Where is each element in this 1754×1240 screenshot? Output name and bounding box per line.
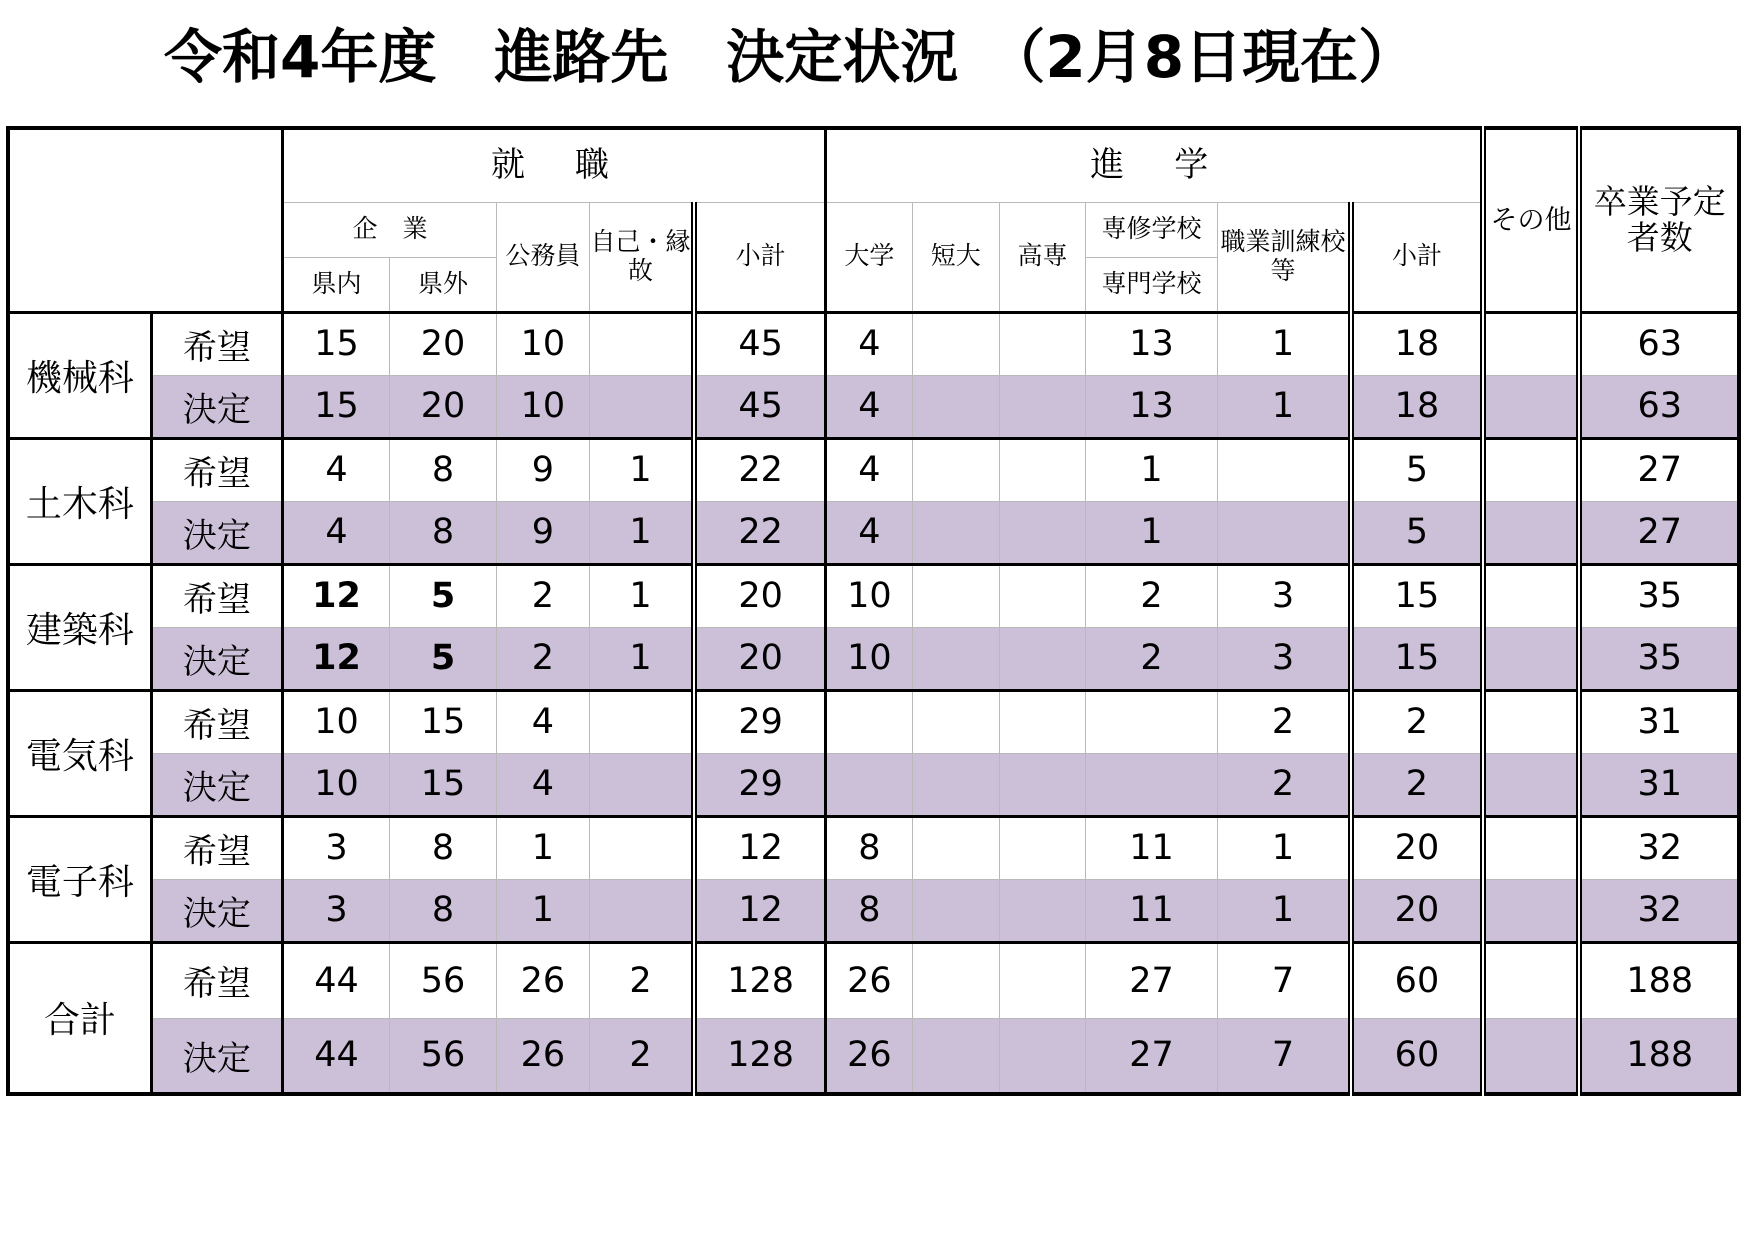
table-cell	[999, 312, 1086, 375]
table-cell: 8	[390, 501, 497, 564]
table-row	[8, 627, 1739, 690]
table-cell	[999, 690, 1086, 753]
table-cell: 44	[283, 1018, 390, 1094]
table-cell: 11	[1086, 816, 1217, 879]
table-cell	[1483, 438, 1580, 501]
table-cell	[589, 753, 694, 816]
page-title: 令和4年度 進路先 決定状況 （2月8日現在）	[164, 23, 1417, 91]
table-cell: 63	[1579, 375, 1739, 438]
header-specialized-school-2: 専門学校	[1086, 257, 1217, 312]
table-cell: 15	[283, 375, 390, 438]
table-cell: 60	[1351, 1018, 1482, 1094]
table-cell: 2	[496, 627, 589, 690]
table-cell: 18	[1351, 375, 1482, 438]
department-name: 合計	[8, 942, 151, 1094]
table-cell: 2	[1086, 627, 1217, 690]
header-subtotal-employment: 小計	[694, 202, 825, 312]
table-row	[8, 879, 1739, 942]
row-kind-label: 希望	[151, 816, 282, 879]
row-kind-label: 希望	[151, 564, 282, 627]
header-out-prefecture: 県外	[390, 257, 497, 312]
header-university: 大学	[826, 202, 913, 312]
table-cell: 7	[1217, 942, 1351, 1018]
table-row	[8, 375, 1739, 438]
table-cell	[912, 942, 999, 1018]
table-cell	[912, 501, 999, 564]
table-cell: 2	[1217, 753, 1351, 816]
row-kind-label: 希望	[151, 312, 282, 375]
row-kind-label: 決定	[151, 627, 282, 690]
table-cell: 56	[390, 942, 497, 1018]
table-cell: 31	[1579, 690, 1739, 753]
header-further-education: 進 学	[826, 128, 1483, 202]
row-kind-label: 希望	[151, 690, 282, 753]
table-cell: 1	[1217, 312, 1351, 375]
table-cell	[1483, 1018, 1580, 1094]
table-cell	[999, 375, 1086, 438]
header-junior-college: 短大	[912, 202, 999, 312]
table-cell	[589, 375, 694, 438]
table-cell: 3	[283, 879, 390, 942]
table-cell: 45	[694, 312, 825, 375]
table-cell	[912, 312, 999, 375]
table-cell: 9	[496, 438, 589, 501]
table-cell: 128	[694, 1018, 825, 1094]
table-cell	[912, 375, 999, 438]
table-cell	[999, 753, 1086, 816]
table-cell: 1	[589, 501, 694, 564]
table-cell	[1086, 690, 1217, 753]
table-cell: 20	[694, 564, 825, 627]
table-cell	[1483, 501, 1580, 564]
table-cell	[589, 879, 694, 942]
table-cell	[999, 942, 1086, 1018]
table-cell: 188	[1579, 942, 1739, 1018]
table-cell	[1483, 375, 1580, 438]
header-company: 企 業	[283, 202, 497, 257]
table-cell: 32	[1579, 816, 1739, 879]
table-cell: 9	[496, 501, 589, 564]
table-cell	[912, 690, 999, 753]
table-cell: 20	[1351, 816, 1482, 879]
table-cell: 35	[1579, 627, 1739, 690]
table-cell: 1	[589, 627, 694, 690]
row-kind-label: 決定	[151, 753, 282, 816]
table-cell: 13	[1086, 375, 1217, 438]
table-cell: 35	[1579, 564, 1739, 627]
table-cell: 2	[589, 942, 694, 1018]
table-row	[8, 816, 1739, 879]
department-name: 土木科	[8, 438, 151, 564]
header-other: その他	[1483, 128, 1580, 312]
table-row	[8, 753, 1739, 816]
table-cell: 26	[826, 1018, 913, 1094]
table-cell: 1	[1217, 375, 1351, 438]
row-kind-label: 決定	[151, 879, 282, 942]
table-cell: 10	[496, 375, 589, 438]
table-cell: 27	[1579, 501, 1739, 564]
table-cell	[999, 564, 1086, 627]
row-kind-label: 決定	[151, 1018, 282, 1094]
table-cell	[912, 438, 999, 501]
table-cell: 4	[826, 312, 913, 375]
career-status-table	[6, 126, 1741, 1096]
table-cell: 27	[1086, 1018, 1217, 1094]
table-cell: 128	[694, 942, 825, 1018]
table-cell: 1	[1217, 816, 1351, 879]
table-cell	[912, 753, 999, 816]
table-cell: 12	[694, 816, 825, 879]
table-cell	[589, 816, 694, 879]
table-cell: 20	[390, 375, 497, 438]
table-cell: 22	[694, 501, 825, 564]
header-employment: 就 職	[283, 128, 826, 202]
table-cell: 45	[694, 375, 825, 438]
table-cell	[912, 879, 999, 942]
table-cell: 2	[589, 1018, 694, 1094]
table-cell: 22	[694, 438, 825, 501]
table-cell: 27	[1086, 942, 1217, 1018]
table-cell	[1483, 627, 1580, 690]
table-cell: 4	[283, 501, 390, 564]
table-row	[8, 312, 1739, 375]
table-cell	[826, 753, 913, 816]
table-cell: 20	[390, 312, 497, 375]
table-cell: 29	[694, 753, 825, 816]
table-row	[8, 1018, 1739, 1094]
table-cell: 3	[283, 816, 390, 879]
table-cell	[1483, 879, 1580, 942]
row-kind-label: 決定	[151, 375, 282, 438]
row-kind-label: 決定	[151, 501, 282, 564]
table-cell: 15	[390, 690, 497, 753]
table-cell: 4	[826, 438, 913, 501]
table-cell: 8	[826, 879, 913, 942]
table-cell: 5	[1351, 438, 1482, 501]
table-cell: 26	[826, 942, 913, 1018]
table-cell: 2	[496, 564, 589, 627]
table-cell: 13	[1086, 312, 1217, 375]
table-cell: 4	[826, 375, 913, 438]
table-cell	[826, 690, 913, 753]
table-cell: 1	[589, 564, 694, 627]
table-cell: 7	[1217, 1018, 1351, 1094]
header-self-connection: 自己・縁故	[589, 202, 694, 312]
header-vocational-training: 職業訓練校等	[1217, 202, 1351, 312]
table-cell: 1	[589, 438, 694, 501]
table-cell: 10	[496, 312, 589, 375]
table-cell: 3	[1217, 564, 1351, 627]
table-cell	[1483, 564, 1580, 627]
table-cell: 60	[1351, 942, 1482, 1018]
table-row	[8, 501, 1739, 564]
table-cell: 15	[283, 312, 390, 375]
table-row	[8, 438, 1739, 501]
table-cell: 18	[1351, 312, 1482, 375]
table-cell	[999, 438, 1086, 501]
header-graduates: 卒業予定者数	[1579, 128, 1739, 312]
table-cell: 63	[1579, 312, 1739, 375]
table-cell	[1483, 753, 1580, 816]
department-name: 電気科	[8, 690, 151, 816]
table-row	[8, 690, 1739, 753]
table-cell	[1483, 690, 1580, 753]
table-cell: 2	[1351, 753, 1482, 816]
table-cell: 5	[1351, 501, 1482, 564]
table-cell: 4	[283, 438, 390, 501]
table-cell	[912, 1018, 999, 1094]
table-cell: 10	[826, 564, 913, 627]
table-cell: 11	[1086, 879, 1217, 942]
table-cell	[1483, 942, 1580, 1018]
table-cell: 3	[1217, 627, 1351, 690]
table-cell: 2	[1217, 690, 1351, 753]
table-cell: 44	[283, 942, 390, 1018]
header-subtotal-education: 小計	[1351, 202, 1482, 312]
header-in-prefecture: 県内	[283, 257, 390, 312]
table-cell: 26	[496, 1018, 589, 1094]
table-cell: 8	[826, 816, 913, 879]
table-cell: 32	[1579, 879, 1739, 942]
header-technical-college: 高専	[999, 202, 1086, 312]
table-body	[8, 312, 1739, 1094]
row-kind-label: 希望	[151, 438, 282, 501]
table-cell	[999, 1018, 1086, 1094]
table-cell: 1	[496, 816, 589, 879]
table-cell: 12	[283, 564, 390, 627]
table-cell	[999, 816, 1086, 879]
table-cell	[912, 564, 999, 627]
department-name: 建築科	[8, 564, 151, 690]
department-name: 機械科	[8, 312, 151, 438]
header-specialized-school-1: 専修学校	[1086, 202, 1217, 257]
table-cell: 12	[694, 879, 825, 942]
table-cell: 2	[1086, 564, 1217, 627]
table-cell: 5	[390, 627, 497, 690]
table-cell	[999, 879, 1086, 942]
table-cell: 15	[390, 753, 497, 816]
table-cell: 29	[694, 690, 825, 753]
table-cell	[999, 501, 1086, 564]
table-cell: 20	[694, 627, 825, 690]
table-cell: 8	[390, 438, 497, 501]
corner-cell	[8, 128, 283, 312]
table-cell: 12	[283, 627, 390, 690]
table-cell: 1	[1086, 438, 1217, 501]
table-cell: 10	[826, 627, 913, 690]
department-name: 電子科	[8, 816, 151, 942]
table-cell: 10	[283, 690, 390, 753]
table-cell	[1483, 816, 1580, 879]
table-cell: 56	[390, 1018, 497, 1094]
table-row	[8, 942, 1739, 1018]
table-cell	[589, 690, 694, 753]
table-cell	[1217, 501, 1351, 564]
table-cell	[1483, 312, 1580, 375]
table-cell: 1	[496, 879, 589, 942]
table-cell: 15	[1351, 564, 1482, 627]
table-cell	[912, 627, 999, 690]
table-cell: 8	[390, 879, 497, 942]
table-cell	[1086, 753, 1217, 816]
table-cell: 4	[496, 753, 589, 816]
table-cell: 8	[390, 816, 497, 879]
table-cell: 4	[496, 690, 589, 753]
table-cell: 15	[1351, 627, 1482, 690]
table-cell: 4	[826, 501, 913, 564]
table-cell	[999, 627, 1086, 690]
table-cell: 20	[1351, 879, 1482, 942]
table-cell: 26	[496, 942, 589, 1018]
table-cell: 1	[1217, 879, 1351, 942]
table-cell	[1217, 438, 1351, 501]
row-kind-label: 希望	[151, 942, 282, 1018]
table-cell: 2	[1351, 690, 1482, 753]
table-cell: 188	[1579, 1018, 1739, 1094]
table-cell: 1	[1086, 501, 1217, 564]
table-cell	[912, 816, 999, 879]
table-cell: 27	[1579, 438, 1739, 501]
table-cell	[589, 312, 694, 375]
table-row	[8, 564, 1739, 627]
table-cell: 10	[283, 753, 390, 816]
table-cell: 5	[390, 564, 497, 627]
header-civil-servant: 公務員	[496, 202, 589, 312]
table-cell: 31	[1579, 753, 1739, 816]
